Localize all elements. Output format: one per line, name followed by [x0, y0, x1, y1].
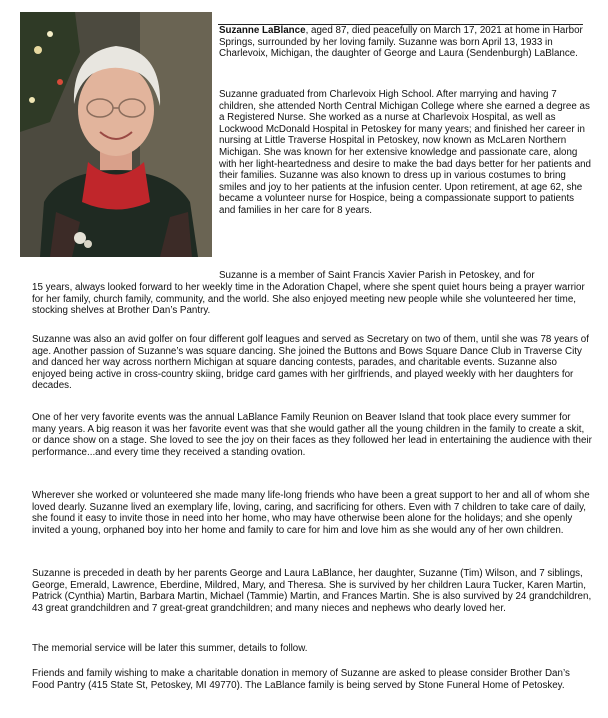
- donation-paragraph: Friends and family wishing to make a charitable donation in memory of Suzanne are asked to please consider Brother Dan’s Food Pantry (415 State St, Petoskey, MI 49770). The LaBlance family is being served by Stone Funeral Home of Petoskey.: [32, 668, 570, 691]
- intro-paragraph: [219, 25, 591, 60]
- hobbies-paragraph: Suzanne was also an avid golfer on four different golf leagues and served as Secretary on two of them, until she was 78 years of age. Another passion of Suzanne’s was square dancing. She joined the Buttons and Bows Square Dance Club in Traverse City and danced her way across northern Michigan at square dancing contests, parades, and charitable events. Suzanne also enjoyed being active in cross-country skiing, bridge card games with her girlfriends, and played weekly with her daughters for decades.: [32, 334, 589, 392]
- portrait-photo: [20, 12, 212, 257]
- reunion-paragraph: One of her very favorite events was the annual LaBlance Family Reunion on Beaver Island that took place every summer for many years. A big reason it was her favorite event was that she would gather all the young children in the family to create a skit, or dance show on a stage. She loved to see the joy on their faces as they followed her lead in entertaining the audience with their performance...and every time they received a standing ovation.: [32, 412, 592, 458]
- career-paragraph: Suzanne graduated from Charlevoix High School. After marrying and having 7 children, she attended North Central Michigan College where she earned a degree as a Registered Nurse. She worked as a nurse at Charlevoix Hospital, as well as Lockwood McDonald Hospital in Petoskey for many years; and finished her career in nursing at Little Traverse Hospital in Petoskey, now known as McLaren Northern Michigan. She was known for her extensive knowledge and passionate care, along with her light-heartedness and desire to make the bad days better for her patients and their families. Suzanne was also known to dress up in various costumes to bring smiles and joy to her patients at the infusion center. Upon retirement, at age 62, she became a volunteer nurse for Hospice, being a compassionate support to patients and families in her care for 8 years.: [219, 89, 591, 216]
- deceased-name: Suzanne LaBlance: [219, 25, 306, 36]
- intro-text: , aged 87, died peacefully on March 17, 2021 at home in Harbor Springs, surrounded by her loving family. Suzanne was born April 13, 1933 in Charlevoix, Michigan, the daughter of George and Laura (Sendenburgh) LaBlance.: [219, 25, 583, 60]
- survivors-paragraph: Suzanne is preceded in death by her parents George and Laura LaBlance, her daughter, Suzanne (Tim) Wilson, and 7 siblings, George, Emerald, Lawrence, Eberdine, Mildred, Mary, and Theresa. She is survived by her children Laura Tucker, Karen Martin, Patrick (Cynthia) Martin, Barbara Martin, Michael (Tammie) Martin, and Frances Martin. She is also survived by 24 grandchildren, 43 great grandchildren and 7 great-great grandchildren; and many nieces and nephews who dearly loved her.: [32, 568, 592, 614]
- parish-paragraph: 15 years, always looked forward to her weekly time in the Adoration Chapel, where she spent quiet hours being a prayer warrior for her family, church family, community, and the world. She also enjoyed meeting new people while she volunteered her time, stocking shelves at Brother Dan’s Pantry.: [32, 282, 585, 317]
- portrait-illustration: [20, 12, 212, 257]
- friends-paragraph: Wherever she worked or volunteered she made many life-long friends who have been a great support to her and all of whom she loved dearly. Suzanne lived an exemplary life, loving, caring, and sacrificing for others. Even with 7 children to take care of daily, she found it easy to invite those in need into her home, who may have otherwise been alone for the holidays; and she openly invited a young, orphaned boy into her home and family to care for him and love him as she would any of her own children.: [32, 490, 590, 536]
- memorial-paragraph: The memorial service will be later this summer, details to follow.: [32, 643, 308, 654]
- parish-paragraph-lead: Suzanne is a member of Saint Francis Xavier Parish in Petoskey, and for: [219, 270, 535, 281]
